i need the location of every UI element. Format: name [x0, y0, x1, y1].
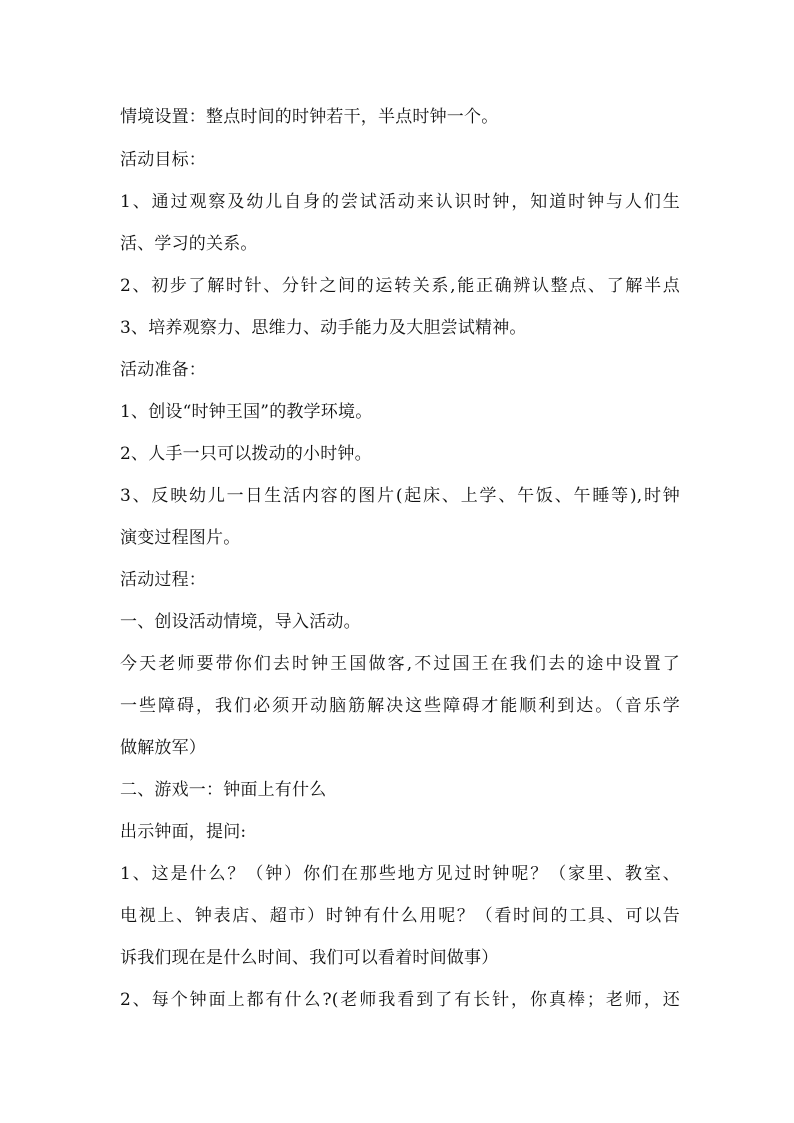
process-text-line-1: 今天老师要带你们去时钟王国做客,不过国王在我们去的途中设置了: [120, 654, 680, 674]
goal-item-3: 3、培养观察力、思维力、动手能力及大胆尝试精神。: [120, 318, 527, 338]
prep-item-3: 3、反映幼儿一日生活内容的图片(起床、上学、午饭、午睡等),时钟: [120, 486, 680, 506]
prep-item-1: 1、创设“时钟王国”的教学环境。: [120, 402, 373, 422]
question-1-line-3: 诉我们现在是什么时间、我们可以看着时间做事）: [120, 948, 499, 968]
question-2-line-1: 2、每个钟面上都有什么?(老师我看到了有长针，你真棒；老师，还: [120, 990, 680, 1010]
prep-item-3-cont: 演变过程图片。: [120, 528, 241, 548]
paragraph-setting: 情境设置：整点时间的时钟若干，半点时钟一个。: [120, 107, 499, 127]
goal-item-1-cont: 活、学习的关系。: [120, 234, 258, 254]
goal-item-1: 1、通过观察及幼儿自身的尝试活动来认识时钟，知道时钟与人们生: [120, 192, 680, 212]
question-1-line-2: 电视上、钟表店、超市）时钟有什么用呢？（看时间的工具、可以告: [120, 906, 680, 926]
question-1-line-1: 1、这是什么？（钟）你们在那些地方见过时钟呢？（家里、教室、: [120, 864, 680, 884]
process-step-1: 一、创设活动情境，导入活动。: [120, 612, 361, 632]
question-intro: 出示钟面，提问:: [120, 822, 247, 842]
process-text-line-2: 一些障碍，我们必须开动脑筋解决这些障碍才能顺利到达。（音乐学: [120, 696, 680, 716]
process-text-line-3: 做解放军）: [120, 738, 206, 758]
heading-goals: 活动目标：: [120, 150, 206, 170]
goal-item-2: 2、初步了解时针、分针之间的运转关系,能正确辨认整点、了解半点: [120, 276, 680, 296]
process-step-2: 二、游戏一：钟面上有什么: [120, 780, 327, 800]
heading-preparation: 活动准备：: [120, 360, 206, 380]
prep-item-2: 2、人手一只可以拨动的小时钟。: [120, 444, 372, 464]
heading-process: 活动过程：: [120, 570, 206, 590]
